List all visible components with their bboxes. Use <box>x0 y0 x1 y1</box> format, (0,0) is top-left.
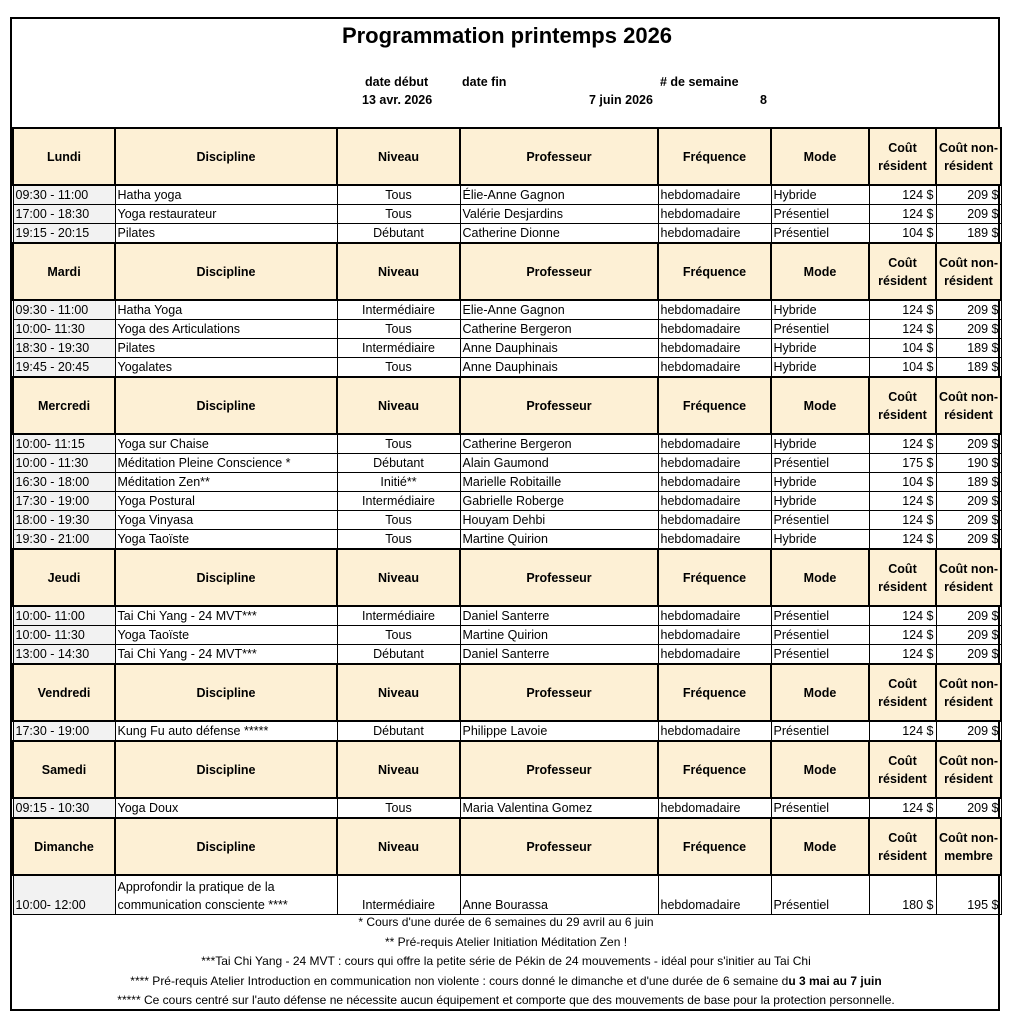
frequence-cell: hebdomadaire <box>658 606 771 626</box>
niveau-cell: Débutant <box>337 454 460 473</box>
table-row <box>13 511 1001 530</box>
table-row <box>13 300 1001 320</box>
table-row <box>13 224 1001 244</box>
time-cell: 10:00- 11:15 <box>13 434 115 454</box>
frequence-cell: hebdomadaire <box>658 224 771 244</box>
table-row <box>13 875 1001 915</box>
table-row <box>13 320 1001 339</box>
discipline-cell: Méditation Zen** <box>115 473 337 492</box>
cout-resident-cell: 124 $ <box>869 185 936 205</box>
footnote: **** Pré-requis Atelier Introduction en communication non violente : cours donné le dimanche et d'une durée de 6 semaine du 3 mai au 7 juin <box>130 973 882 988</box>
table-row <box>13 339 1001 358</box>
frequence-cell: hebdomadaire <box>658 185 771 205</box>
cout-non-resident-cell: 209 $ <box>936 320 1001 339</box>
footnote: * Cours d'une durée de 6 semaines du 29 avril au 6 juin <box>358 915 654 929</box>
time-cell: 19:15 - 20:15 <box>13 224 115 244</box>
niveau-cell: Débutant <box>337 645 460 665</box>
cout-non-resident-cell: 190 $ <box>936 454 1001 473</box>
cout-resident-cell: 124 $ <box>869 721 936 741</box>
col-header-cout-non-resident: Coût non-résident <box>936 741 1001 798</box>
col-header-discipline: Discipline <box>115 128 337 185</box>
frequence-cell: hebdomadaire <box>658 511 771 530</box>
frequence-cell: hebdomadaire <box>658 626 771 645</box>
mode-cell: Hybride <box>771 339 869 358</box>
cout-resident-cell: 124 $ <box>869 320 936 339</box>
day-header-row <box>13 549 1001 606</box>
table-row <box>13 205 1001 224</box>
discipline-cell: Hatha Yoga <box>115 300 337 320</box>
col-header-discipline: Discipline <box>115 664 337 721</box>
discipline-cell: Approfondir la pratique de la communication consciente **** <box>115 875 337 915</box>
cout-non-resident-cell: 209 $ <box>936 606 1001 626</box>
time-cell: 09:30 - 11:00 <box>13 185 115 205</box>
col-header-cout-non-resident: Coût non-résident <box>936 243 1001 300</box>
col-header-cout-resident: Coût résident <box>869 243 936 300</box>
discipline-cell: Yoga Vinyasa <box>115 511 337 530</box>
discipline-cell: Yoga des Articulations <box>115 320 337 339</box>
mode-cell: Hybride <box>771 492 869 511</box>
col-header-professeur: Professeur <box>460 128 658 185</box>
niveau-cell: Tous <box>337 358 460 378</box>
table-row <box>13 473 1001 492</box>
professeur-cell: Anne Dauphinais <box>460 339 658 358</box>
table-row <box>13 434 1001 454</box>
col-header-cout-resident: Coût résident <box>869 664 936 721</box>
discipline-cell: Tai Chi Yang - 24 MVT*** <box>115 606 337 626</box>
frequence-cell: hebdomadaire <box>658 434 771 454</box>
professeur-cell: Alain Gaumond <box>460 454 658 473</box>
time-cell: 10:00- 11:30 <box>13 626 115 645</box>
discipline-cell: Hatha yoga <box>115 185 337 205</box>
col-header-frequence: Fréquence <box>658 818 771 875</box>
day-name: Mercredi <box>13 377 115 434</box>
cout-non-resident-cell: 189 $ <box>936 339 1001 358</box>
frequence-cell: hebdomadaire <box>658 358 771 378</box>
col-header-cout-resident: Coût résident <box>869 377 936 434</box>
mode-cell: Présentiel <box>771 224 869 244</box>
col-header-cout-resident: Coût résident <box>869 741 936 798</box>
professeur-cell: Daniel Santerre <box>460 606 658 626</box>
cout-non-resident-cell: 189 $ <box>936 358 1001 378</box>
cout-non-resident-cell: 209 $ <box>936 185 1001 205</box>
col-header-frequence: Fréquence <box>658 243 771 300</box>
table-row <box>13 626 1001 645</box>
col-header-niveau: Niveau <box>337 664 460 721</box>
professeur-cell: Philippe Lavoie <box>460 721 658 741</box>
cout-resident-cell: 124 $ <box>869 626 936 645</box>
day-name: Mardi <box>13 243 115 300</box>
mode-cell: Présentiel <box>771 626 869 645</box>
day-name: Dimanche <box>13 818 115 875</box>
col-header-niveau: Niveau <box>337 741 460 798</box>
professeur-cell: Houyam Dehbi <box>460 511 658 530</box>
time-cell: 10:00- 11:00 <box>13 606 115 626</box>
col-header-cout-non-resident: Coût non-résident <box>936 377 1001 434</box>
time-cell: 09:30 - 11:00 <box>13 300 115 320</box>
niveau-cell: Intermédiaire <box>337 492 460 511</box>
col-header-discipline: Discipline <box>115 741 337 798</box>
cout-resident-cell: 124 $ <box>869 511 936 530</box>
table-row <box>13 358 1001 378</box>
professeur-cell: Catherine Dionne <box>460 224 658 244</box>
cout-resident-cell: 124 $ <box>869 434 936 454</box>
mode-cell: Hybride <box>771 473 869 492</box>
niveau-cell: Tous <box>337 511 460 530</box>
mode-cell: Présentiel <box>771 721 869 741</box>
niveau-cell: Tous <box>337 185 460 205</box>
mode-cell: Présentiel <box>771 875 869 915</box>
date-debut-label: date début <box>365 75 429 89</box>
table-row <box>13 492 1001 511</box>
table-row <box>13 645 1001 665</box>
day-header-row <box>13 741 1001 798</box>
niveau-cell: Tous <box>337 320 460 339</box>
cout-non-resident-cell: 209 $ <box>936 530 1001 550</box>
cout-non-resident-cell: 209 $ <box>936 511 1001 530</box>
niveau-cell: Tous <box>337 205 460 224</box>
cout-resident-cell: 104 $ <box>869 473 936 492</box>
col-header-frequence: Fréquence <box>658 377 771 434</box>
cout-non-resident-cell: 209 $ <box>936 300 1001 320</box>
professeur-cell: Martine Quirion <box>460 626 658 645</box>
discipline-cell: Tai Chi Yang - 24 MVT*** <box>115 645 337 665</box>
day-header-row <box>13 128 1001 185</box>
frequence-cell: hebdomadaire <box>658 721 771 741</box>
col-header-professeur: Professeur <box>460 377 658 434</box>
discipline-cell: Yoga Taoïste <box>115 626 337 645</box>
professeur-cell: Daniel Santerre <box>460 645 658 665</box>
date-fin-label: date fin <box>462 75 507 89</box>
mode-cell: Hybride <box>771 530 869 550</box>
table-row <box>13 606 1001 626</box>
col-header-frequence: Fréquence <box>658 664 771 721</box>
time-cell: 19:30 - 21:00 <box>13 530 115 550</box>
mode-cell: Présentiel <box>771 606 869 626</box>
niveau-cell: Tous <box>337 798 460 818</box>
col-header-cout-non-resident: Coût non-résident <box>936 664 1001 721</box>
cout-non-resident-cell: 209 $ <box>936 798 1001 818</box>
professeur-cell: Martine Quirion <box>460 530 658 550</box>
discipline-cell: Yoga Postural <box>115 492 337 511</box>
professeur-cell: Élie-Anne Gagnon <box>460 185 658 205</box>
col-header-cout-non-resident: Coût non-résident <box>936 128 1001 185</box>
cout-non-resident-cell: 209 $ <box>936 645 1001 665</box>
niveau-cell: Intermédiaire <box>337 339 460 358</box>
col-header-professeur: Professeur <box>460 741 658 798</box>
mode-cell: Présentiel <box>771 454 869 473</box>
cout-resident-cell: 124 $ <box>869 645 936 665</box>
time-cell: 17:30 - 19:00 <box>13 721 115 741</box>
mode-cell: Présentiel <box>771 645 869 665</box>
time-cell: 18:00 - 19:30 <box>13 511 115 530</box>
col-header-mode: Mode <box>771 377 869 434</box>
time-cell: 18:30 - 19:30 <box>13 339 115 358</box>
cout-non-resident-cell: 209 $ <box>936 626 1001 645</box>
cout-resident-cell: 104 $ <box>869 224 936 244</box>
day-header-row <box>13 243 1001 300</box>
niveau-cell: Tous <box>337 626 460 645</box>
cout-resident-cell: 124 $ <box>869 300 936 320</box>
cout-non-resident-cell: 189 $ <box>936 473 1001 492</box>
mode-cell: Présentiel <box>771 320 869 339</box>
time-cell: 13:00 - 14:30 <box>13 645 115 665</box>
footnote: ***Tai Chi Yang - 24 MVT : cours qui offre la petite série de Pékin de 24 mouvements - idéal pour s'initier au Tai Chi <box>201 954 811 968</box>
table-row <box>13 798 1001 818</box>
niveau-cell: Tous <box>337 530 460 550</box>
cout-non-resident-cell: 209 $ <box>936 492 1001 511</box>
mode-cell: Présentiel <box>771 205 869 224</box>
day-header-row <box>13 377 1001 434</box>
professeur-cell: Anne Dauphinais <box>460 358 658 378</box>
niveau-cell: Initié** <box>337 473 460 492</box>
cout-resident-cell: 124 $ <box>869 530 936 550</box>
col-header-mode: Mode <box>771 818 869 875</box>
niveau-cell: Tous <box>337 434 460 454</box>
weeks-value: 8 <box>760 93 767 107</box>
mode-cell: Hybride <box>771 300 869 320</box>
professeur-cell: Valérie Desjardins <box>460 205 658 224</box>
professeur-cell: Catherine Bergeron <box>460 320 658 339</box>
table-row <box>13 721 1001 741</box>
niveau-cell: Intermédiaire <box>337 875 460 915</box>
cout-resident-cell: 104 $ <box>869 358 936 378</box>
weeks-label: # de semaine <box>660 75 739 89</box>
frequence-cell: hebdomadaire <box>658 473 771 492</box>
mode-cell: Hybride <box>771 358 869 378</box>
col-header-cout-non-resident: Coût non-résident <box>936 549 1001 606</box>
cout-resident-cell: 124 $ <box>869 492 936 511</box>
col-header-cout-resident: Coût résident <box>869 818 936 875</box>
cout-resident-cell: 180 $ <box>869 875 936 915</box>
time-cell: 10:00 - 11:30 <box>13 454 115 473</box>
col-header-cout-resident: Coût résident <box>869 128 936 185</box>
mode-cell: Présentiel <box>771 511 869 530</box>
discipline-cell: Pilates <box>115 339 337 358</box>
table-row <box>13 530 1001 550</box>
mode-cell: Hybride <box>771 185 869 205</box>
frequence-cell: hebdomadaire <box>658 339 771 358</box>
frequence-cell: hebdomadaire <box>658 492 771 511</box>
col-header-mode: Mode <box>771 549 869 606</box>
frequence-cell: hebdomadaire <box>658 205 771 224</box>
cout-resident-cell: 124 $ <box>869 798 936 818</box>
niveau-cell: Débutant <box>337 721 460 741</box>
col-header-mode: Mode <box>771 741 869 798</box>
col-header-niveau: Niveau <box>337 243 460 300</box>
table-row <box>13 454 1001 473</box>
cout-non-resident-cell: 189 $ <box>936 224 1001 244</box>
discipline-cell: Pilates <box>115 224 337 244</box>
discipline-cell: Kung Fu auto défense ***** <box>115 721 337 741</box>
discipline-cell: Yogalates <box>115 358 337 378</box>
cout-non-resident-cell: 195 $ <box>936 875 1001 915</box>
col-header-discipline: Discipline <box>115 243 337 300</box>
col-header-cout-resident: Coût résident <box>869 549 936 606</box>
col-header-cout-non-resident: Coût non-membre <box>936 818 1001 875</box>
niveau-cell: Débutant <box>337 224 460 244</box>
time-cell: 17:00 - 18:30 <box>13 205 115 224</box>
professeur-cell: Anne Bourassa <box>460 875 658 915</box>
cout-non-resident-cell: 209 $ <box>936 721 1001 741</box>
col-header-professeur: Professeur <box>460 664 658 721</box>
time-cell: 09:15 - 10:30 <box>13 798 115 818</box>
day-name: Samedi <box>13 741 115 798</box>
frequence-cell: hebdomadaire <box>658 798 771 818</box>
mode-cell: Hybride <box>771 434 869 454</box>
time-cell: 16:30 - 18:00 <box>13 473 115 492</box>
frequence-cell: hebdomadaire <box>658 300 771 320</box>
discipline-cell: Méditation Pleine Conscience * <box>115 454 337 473</box>
cout-resident-cell: 175 $ <box>869 454 936 473</box>
col-header-mode: Mode <box>771 128 869 185</box>
day-name: Jeudi <box>13 549 115 606</box>
day-name: Lundi <box>13 128 115 185</box>
date-fin-value: 7 juin 2026 <box>589 93 653 107</box>
time-cell: 10:00- 12:00 <box>13 875 115 915</box>
cout-resident-cell: 104 $ <box>869 339 936 358</box>
col-header-professeur: Professeur <box>460 243 658 300</box>
col-header-discipline: Discipline <box>115 818 337 875</box>
col-header-niveau: Niveau <box>337 377 460 434</box>
discipline-cell: Yoga Doux <box>115 798 337 818</box>
professeur-cell: Marielle Robitaille <box>460 473 658 492</box>
col-header-frequence: Fréquence <box>658 549 771 606</box>
schedule-table <box>12 127 1002 915</box>
col-header-niveau: Niveau <box>337 818 460 875</box>
discipline-cell: Yoga restaurateur <box>115 205 337 224</box>
cout-non-resident-cell: 209 $ <box>936 434 1001 454</box>
professeur-cell: Elie-Anne Gagnon <box>460 300 658 320</box>
footnotes <box>12 913 1000 1011</box>
page-title: Programmation printemps 2026 <box>341 23 673 48</box>
time-cell: 19:45 - 20:45 <box>13 358 115 378</box>
day-name: Vendredi <box>13 664 115 721</box>
professeur-cell: Catherine Bergeron <box>460 434 658 454</box>
frequence-cell: hebdomadaire <box>658 320 771 339</box>
frequence-cell: hebdomadaire <box>658 530 771 550</box>
col-header-professeur: Professeur <box>460 549 658 606</box>
col-header-professeur: Professeur <box>460 818 658 875</box>
professeur-cell: Maria Valentina Gomez <box>460 798 658 818</box>
day-header-row <box>13 818 1001 875</box>
col-header-niveau: Niveau <box>337 128 460 185</box>
schedule-document <box>10 17 1000 1011</box>
cout-non-resident-cell: 209 $ <box>936 205 1001 224</box>
frequence-cell: hebdomadaire <box>658 454 771 473</box>
date-debut-value: 13 avr. 2026 <box>362 93 433 107</box>
niveau-cell: Intermédiaire <box>337 300 460 320</box>
table-row <box>13 185 1001 205</box>
discipline-cell: Yoga Taoïste <box>115 530 337 550</box>
day-header-row <box>13 664 1001 721</box>
col-header-frequence: Fréquence <box>658 741 771 798</box>
col-header-discipline: Discipline <box>115 549 337 606</box>
col-header-mode: Mode <box>771 243 869 300</box>
col-header-frequence: Fréquence <box>658 128 771 185</box>
col-header-niveau: Niveau <box>337 549 460 606</box>
col-header-discipline: Discipline <box>115 377 337 434</box>
time-cell: 17:30 - 19:00 <box>13 492 115 511</box>
mode-cell: Présentiel <box>771 798 869 818</box>
footnote: ***** Ce cours centré sur l'auto défense ne nécessite aucun équipement et comporte que des mouvements de base pour la protection personnelle. <box>117 993 895 1007</box>
niveau-cell: Intermédiaire <box>337 606 460 626</box>
cout-resident-cell: 124 $ <box>869 205 936 224</box>
frequence-cell: hebdomadaire <box>658 875 771 915</box>
cout-resident-cell: 124 $ <box>869 606 936 626</box>
frequence-cell: hebdomadaire <box>658 645 771 665</box>
footnote: ** Pré-requis Atelier Initiation Méditation Zen ! <box>384 934 628 949</box>
col-header-mode: Mode <box>771 664 869 721</box>
time-cell: 10:00- 11:30 <box>13 320 115 339</box>
professeur-cell: Gabrielle Roberge <box>460 492 658 511</box>
discipline-cell: Yoga sur Chaise <box>115 434 337 454</box>
